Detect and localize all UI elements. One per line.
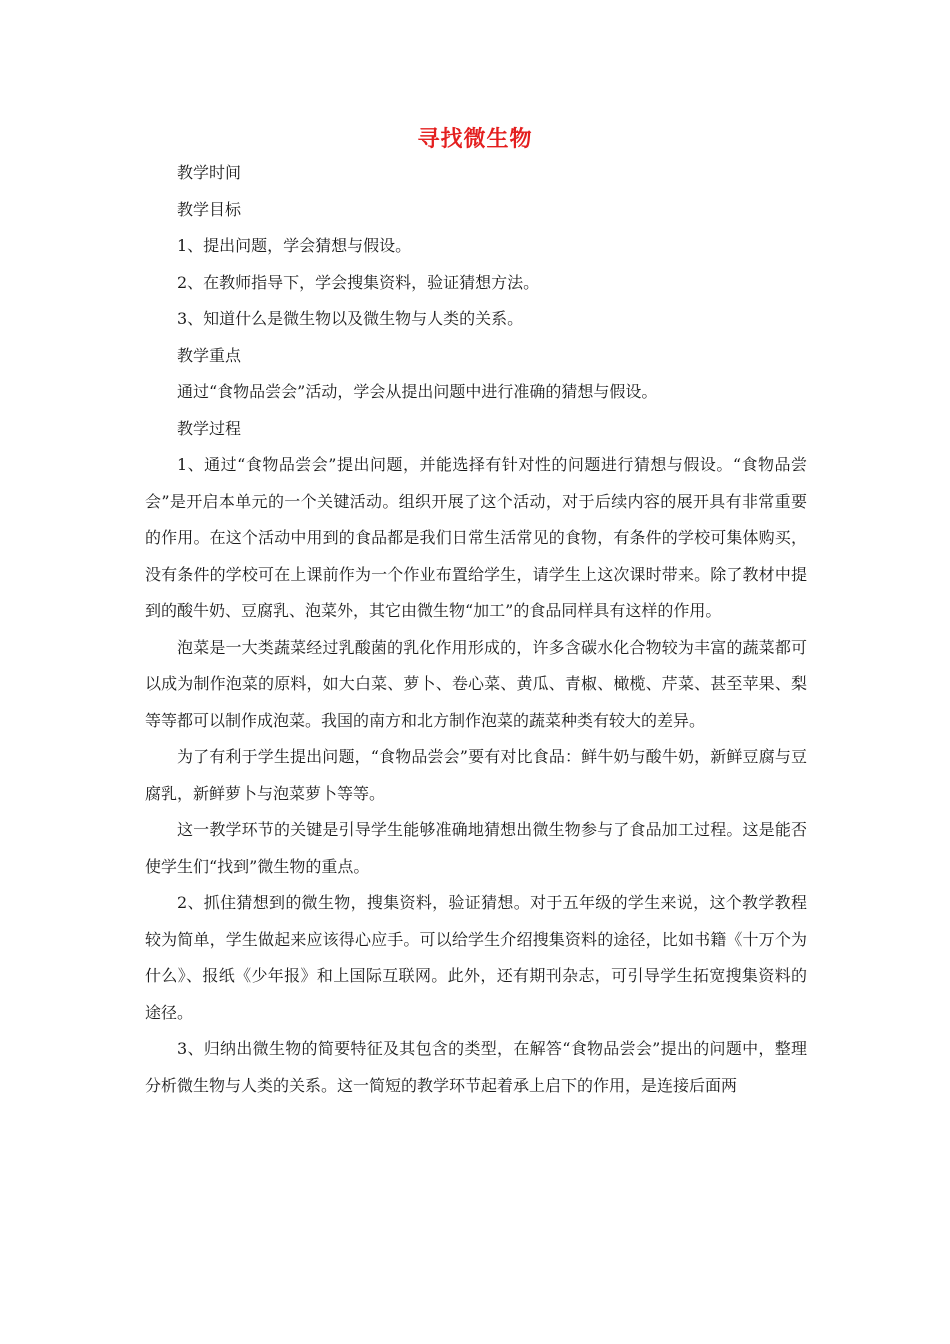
- document-body: [145, 155, 807, 1104]
- heading-teaching-time: 教学时间: [177, 163, 242, 182]
- heading-teaching-focus: 教学重点: [177, 345, 242, 365]
- process-paragraph-2: 2、抓住猜想到的微生物，搜集资料，验证猜想。对于五年级的学生来说，这个教学教程较为简单，学生做起来应该得心应手。可以给学生介绍搜集资料的途径，比如书籍《十万个为什么》、报纸《少年报》和上国际互联网。此外，还有期刊杂志，可引导学生拓宽搜集资料的途径。: [145, 893, 807, 1022]
- goal-item-3: 3、知道什么是微生物以及微生物与人类的关系。: [177, 309, 524, 328]
- goal-item-2: 2、在教师指导下，学会搜集资料，验证猜想方法。: [177, 272, 540, 292]
- heading-teaching-process: 教学过程: [177, 418, 242, 438]
- process-paragraph-1: 1、通过“食物品尝会”提出问题，并能选择有针对性的问题进行猜想与假设。“食物品尝会”是开启本单元的一个关键活动。组织开展了这个活动，对于后续内容的展开具有非常重要的作用。在这个活动中用到的食品都是我们日常生活常见的食物，有条件的学校可集体购买，没有条件的学校可在上课前作为一个作业布置给学生，请学生上这次课时带来。除了教材中提到的酸牛奶、豆腐乳、泡菜外，其它由微生物“加工”的食品同样具有这样的作用。: [145, 455, 807, 620]
- heading-teaching-goals: 教学目标: [177, 199, 242, 219]
- process-paragraph-contrast: 为了有利于学生提出问题，“食物品尝会”要有对比食品：鲜牛奶与酸牛奶，新鲜豆腐与豆腐乳，新鲜萝卜与泡菜萝卜等等。: [145, 747, 807, 803]
- process-paragraph-key: 这一教学环节的关键是引导学生能够准确地猜想出微生物参与了食品加工过程。这是能否使学生们“找到”微生物的重点。: [145, 820, 807, 876]
- process-paragraph-3: 3、归纳出微生物的简要特征及其包含的类型，在解答“食物品尝会”提出的问题中，整理分析微生物与人类的关系。这一简短的教学环节起着承上启下的作用，是连接后面两: [145, 1039, 807, 1095]
- process-paragraph-pickles: 泡菜是一大类蔬菜经过乳酸菌的乳化作用形成的，许多含碳水化合物较为丰富的蔬菜都可以成为制作泡菜的原料，如大白菜、萝卜、卷心菜、黄瓜、青椒、橄榄、芹菜、甚至苹果、梨等等都可以制作成泡菜。我国的南方和北方制作泡菜的蔬菜种类有较大的差异。: [145, 637, 807, 730]
- goal-item-1: 1、提出问题，学会猜想与假设。: [177, 236, 412, 255]
- document-title: 寻找微生物: [417, 127, 533, 152]
- focus-text: 通过“食物品尝会”活动，学会从提出问题中进行准确的猜想与假设。: [177, 382, 658, 401]
